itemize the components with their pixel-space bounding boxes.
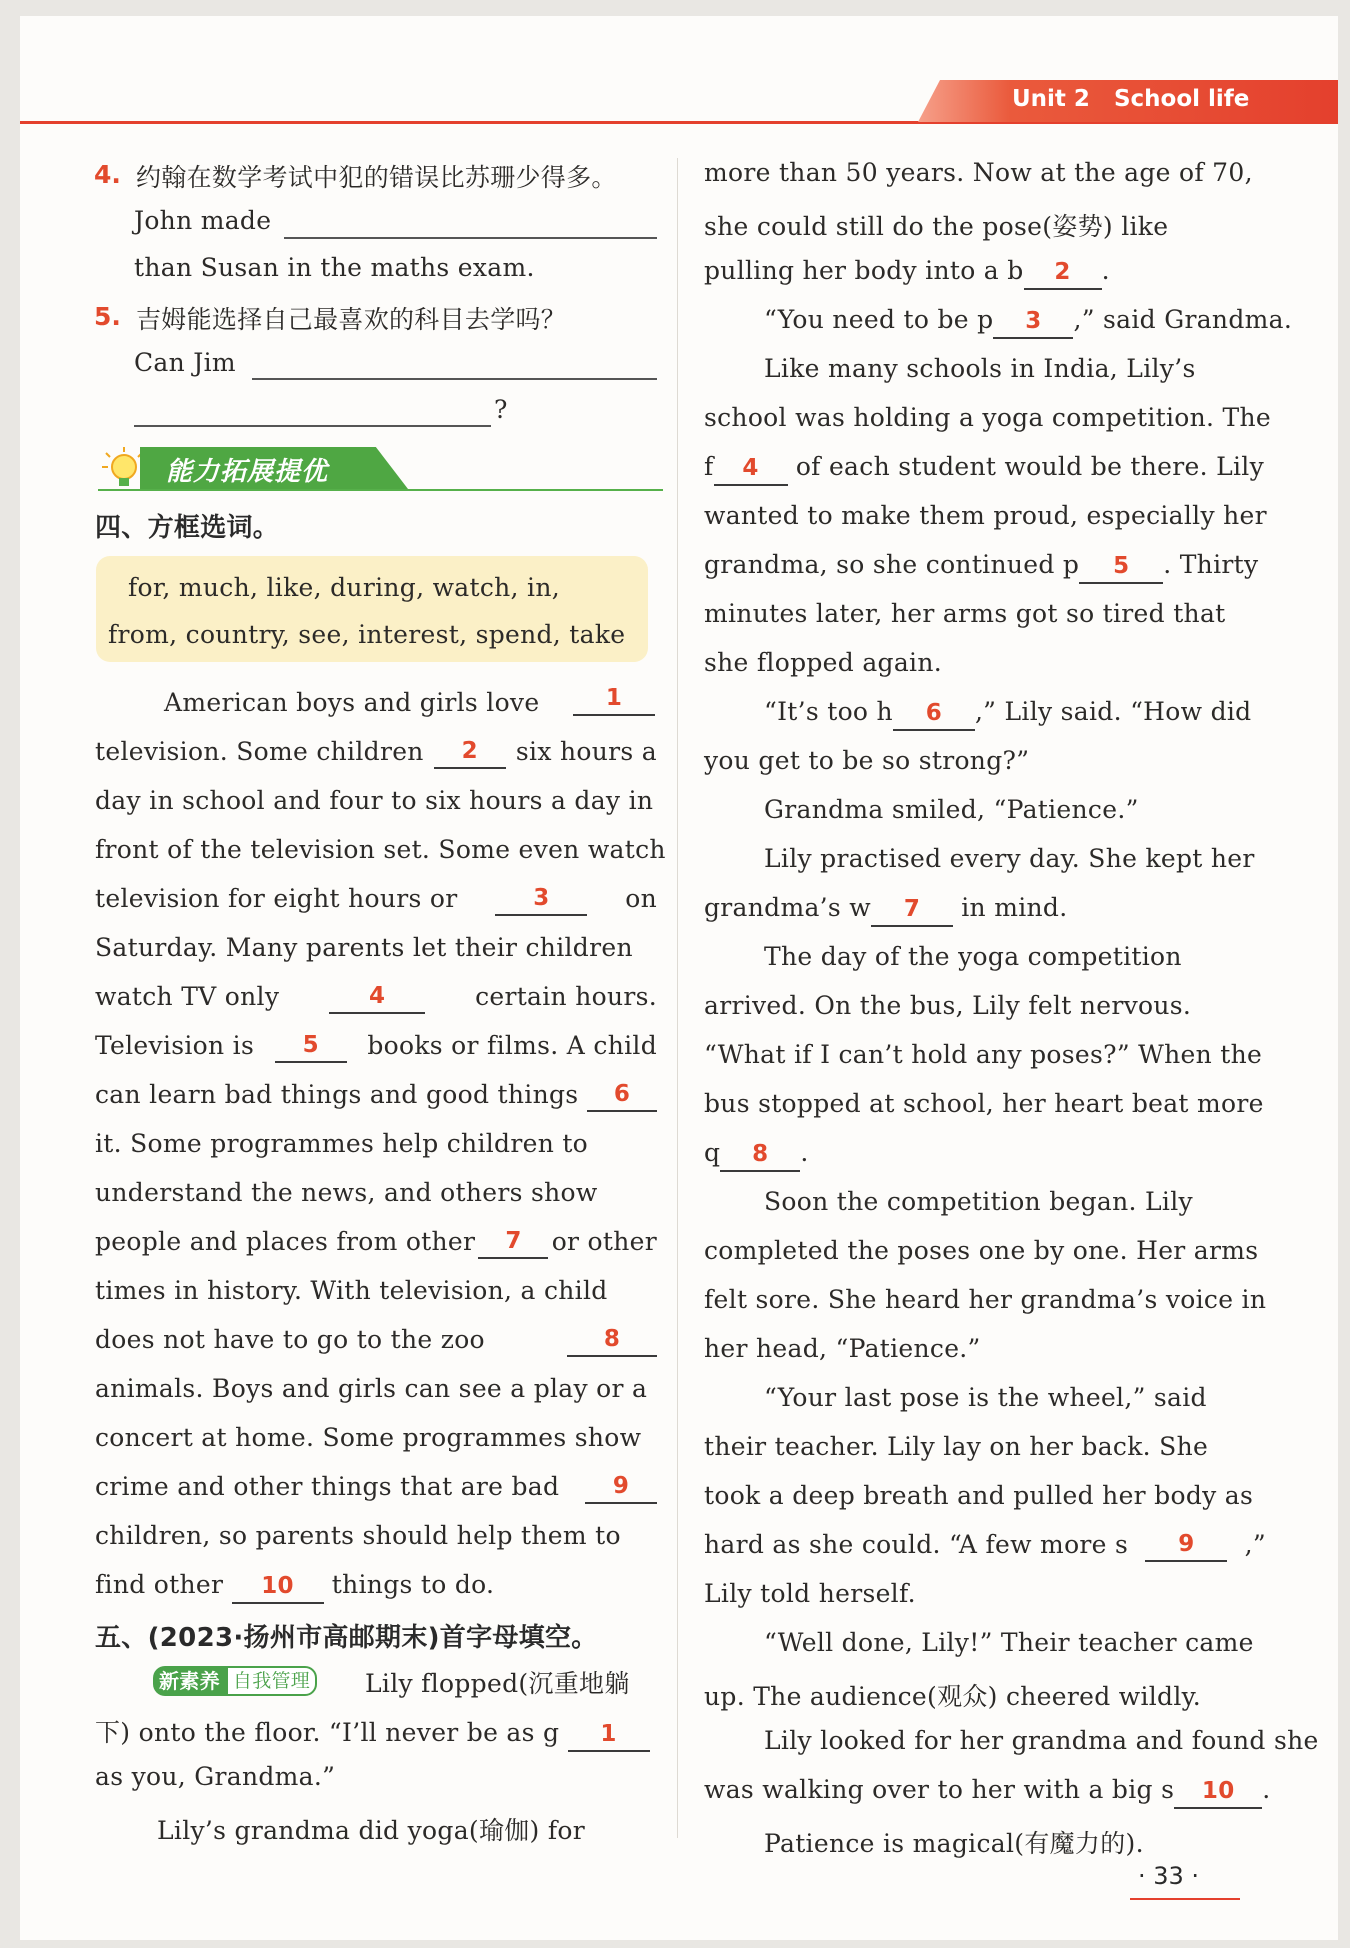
s5-line1: Lily flopped(沉重地躺 bbox=[365, 1669, 630, 1698]
s5-line4: Lily’s grandma did yoga(瑜伽) for bbox=[157, 1816, 586, 1845]
banner-rule bbox=[98, 489, 663, 491]
p1-line03: day in school and four to six hours a day in bbox=[95, 786, 654, 815]
p1-line01: American boys and girls love bbox=[164, 688, 540, 717]
r-line12: “It’s too h 6 ,” Lily said. “How did bbox=[764, 697, 1251, 731]
p1-blank-5[interactable]: 5 bbox=[275, 1031, 347, 1063]
p1-blank-8[interactable]: 8 bbox=[567, 1325, 657, 1357]
r-line34: was walking over to her with a big s 10 . bbox=[704, 1775, 1270, 1809]
p1-line17: crime and other things that are bad 9 bbox=[95, 1472, 657, 1504]
q5-chinese: 吉姆能选择自己最喜欢的科目去学吗？ bbox=[136, 305, 567, 334]
r-line19: “What if I can’t hold any poses?” When the bbox=[704, 1040, 1263, 1069]
p1-blank-7[interactable]: 7 bbox=[478, 1227, 548, 1259]
q4-line1: John made bbox=[134, 206, 272, 235]
r-line18: arrived. On the bus, Lily felt nervous. bbox=[704, 991, 1192, 1020]
q5-line1: Can Jim bbox=[134, 348, 236, 377]
p2-blank-7[interactable]: 7 bbox=[871, 895, 953, 927]
p1-line02: television. Some children 2 six hours a bbox=[95, 737, 657, 769]
tag-self-management: 自我管理 bbox=[226, 1666, 317, 1696]
p2-blank-3[interactable]: 3 bbox=[993, 307, 1073, 339]
unit-number: Unit 2 bbox=[1012, 86, 1090, 112]
r-line28: took a deep breath and pulled her body as bbox=[704, 1481, 1254, 1510]
r-line20: bus stopped at school, her heart beat more bbox=[704, 1089, 1264, 1118]
p1-line18: children, so parents should help them to bbox=[95, 1521, 621, 1550]
r-line13: you get to be so strong?” bbox=[704, 746, 1030, 775]
p1-blank-9[interactable]: 9 bbox=[585, 1472, 657, 1504]
p1-line08: Television is 5 books or films. A child bbox=[95, 1031, 657, 1063]
q4-chinese: 约翰在数学考试中犯的错误比苏珊少得多。 bbox=[136, 163, 617, 192]
q4-number: 4. bbox=[94, 160, 121, 189]
r-line17: The day of the yoga competition bbox=[764, 942, 1182, 971]
r-line10: minutes later, her arms got so tired that bbox=[704, 599, 1226, 628]
p1-line12: people and places from other 7 or other bbox=[95, 1227, 657, 1259]
r-line05: Like many schools in India, Lily’s bbox=[764, 354, 1196, 383]
r-line11: she flopped again. bbox=[704, 648, 942, 677]
s5-line3: as you, Grandma.” bbox=[95, 1762, 336, 1791]
unit-header bbox=[1012, 86, 1273, 112]
r-line29: hard as she could. “A few more s 9 ,” bbox=[704, 1530, 1266, 1562]
r-line31: “Well done, Lily!” Their teacher came bbox=[764, 1628, 1254, 1657]
r-line24: felt sore. She heard her grandma’s voice in bbox=[704, 1285, 1267, 1314]
p2-blank-2[interactable]: 2 bbox=[1024, 258, 1102, 290]
r-line35: Patience is magical(有魔力的). bbox=[764, 1829, 1144, 1858]
tag-new-literacy bbox=[153, 1664, 317, 1696]
p1-line06: Saturday. Many parents let their children bbox=[95, 933, 633, 962]
p2-blank-9[interactable]: 9 bbox=[1145, 1530, 1227, 1562]
p1-line05: television for eight hours or 3 on bbox=[95, 884, 657, 916]
p1-line13: times in history. With television, a child bbox=[95, 1276, 608, 1305]
r-line14: Grandma smiled, “Patience.” bbox=[764, 795, 1139, 824]
q5-number: 5. bbox=[94, 302, 121, 331]
q4-line2: than Susan in the maths exam. bbox=[134, 253, 535, 282]
s5-line2: 下) onto the floor. “I’ll never be as g 1 bbox=[95, 1713, 650, 1752]
r-line30: Lily told herself. bbox=[704, 1579, 916, 1608]
p1-blank-10[interactable]: 10 bbox=[232, 1572, 324, 1604]
p1-blank-6[interactable]: 6 bbox=[587, 1080, 657, 1112]
r-line04: “You need to be p 3 ,” said Grandma. bbox=[764, 305, 1292, 339]
r-line07: f 4 of each student would be there. Lily bbox=[704, 452, 1264, 486]
p1-line19: find other 10 things to do. bbox=[95, 1570, 494, 1604]
p1-line16: concert at home. Some programmes show bbox=[95, 1423, 642, 1452]
p2-blank-8[interactable]: 8 bbox=[720, 1140, 800, 1172]
p1-line07: watch TV only 4 certain hours. bbox=[95, 982, 657, 1014]
banner-title: 能力拓展提优 bbox=[166, 457, 329, 487]
r-line32: up. The audience(观众) cheered wildly. bbox=[704, 1682, 1201, 1711]
r-line03: pulling her body into a b 2 . bbox=[704, 256, 1110, 290]
r-line25: her head, “Patience.” bbox=[704, 1334, 981, 1363]
p1-line14: does not have to go to the zoo 8 bbox=[95, 1325, 657, 1357]
r-line26: “Your last pose is the wheel,” said bbox=[764, 1383, 1207, 1412]
column-divider bbox=[677, 158, 678, 1838]
q5-answer-line-2[interactable] bbox=[134, 425, 491, 427]
r-line16: grandma’s w 7 in mind. bbox=[704, 893, 1067, 927]
q4-answer-line[interactable] bbox=[284, 237, 657, 239]
r-line22: Soon the competition began. Lily bbox=[764, 1187, 1193, 1216]
p1-blank-1[interactable]: 1 bbox=[573, 682, 655, 716]
section4-heading: 四、方框选词。 bbox=[95, 513, 280, 543]
p2-blank-5[interactable]: 5 bbox=[1079, 552, 1163, 584]
p1-line04: front of the television set. Some even watch bbox=[95, 835, 666, 864]
r-line06: school was holding a yoga competition. The bbox=[704, 403, 1271, 432]
p1-line10: it. Some programmes help children to bbox=[95, 1129, 589, 1158]
section5-heading: 五、(2023·扬州市高邮期末)首字母填空。 bbox=[95, 1623, 598, 1653]
p1-blank-3[interactable]: 3 bbox=[495, 884, 587, 916]
p1-line09: can learn bad things and good things 6 bbox=[95, 1080, 657, 1112]
r-line23: completed the poses one by one. Her arms bbox=[704, 1236, 1259, 1265]
p2-blank-10[interactable]: 10 bbox=[1174, 1777, 1262, 1809]
r-line01: more than 50 years. Now at the age of 70, bbox=[704, 158, 1253, 187]
r-line08: wanted to make them proud, especially her bbox=[704, 501, 1267, 530]
r-line15: Lily practised every day. She kept her bbox=[764, 844, 1255, 873]
r-line09: grandma, so she continued p 5 . Thirty bbox=[704, 550, 1258, 584]
unit-title: School life bbox=[1113, 86, 1250, 112]
word-box-line1: for, much, like, during, watch, in, bbox=[128, 573, 560, 602]
r-line02: she could still do the pose(姿势) like bbox=[704, 212, 1169, 241]
r-line21: q 8 . bbox=[704, 1138, 809, 1172]
p2-blank-6[interactable]: 6 bbox=[893, 699, 975, 731]
p1-line11: understand the news, and others show bbox=[95, 1178, 598, 1207]
p2-blank-4[interactable]: 4 bbox=[714, 454, 788, 486]
p1-blank-2[interactable]: 2 bbox=[434, 737, 506, 769]
r-line27: their teacher. Lily lay on her back. She bbox=[704, 1432, 1209, 1461]
word-box-line2: from, country, see, interest, spend, take bbox=[108, 620, 626, 649]
q5-question-mark: ? bbox=[494, 395, 508, 424]
p2-blank-1[interactable]: 1 bbox=[568, 1720, 650, 1752]
page-number: · 33 · bbox=[1138, 1862, 1200, 1890]
r-line33: Lily looked for her grandma and found she bbox=[764, 1726, 1319, 1755]
q5-answer-line-1[interactable] bbox=[252, 378, 657, 380]
tag-green: 新素养 bbox=[153, 1666, 226, 1696]
p1-line15: animals. Boys and girls can see a play or a bbox=[95, 1374, 648, 1403]
page-number-rule bbox=[1130, 1898, 1240, 1900]
p1-blank-4[interactable]: 4 bbox=[329, 982, 425, 1014]
